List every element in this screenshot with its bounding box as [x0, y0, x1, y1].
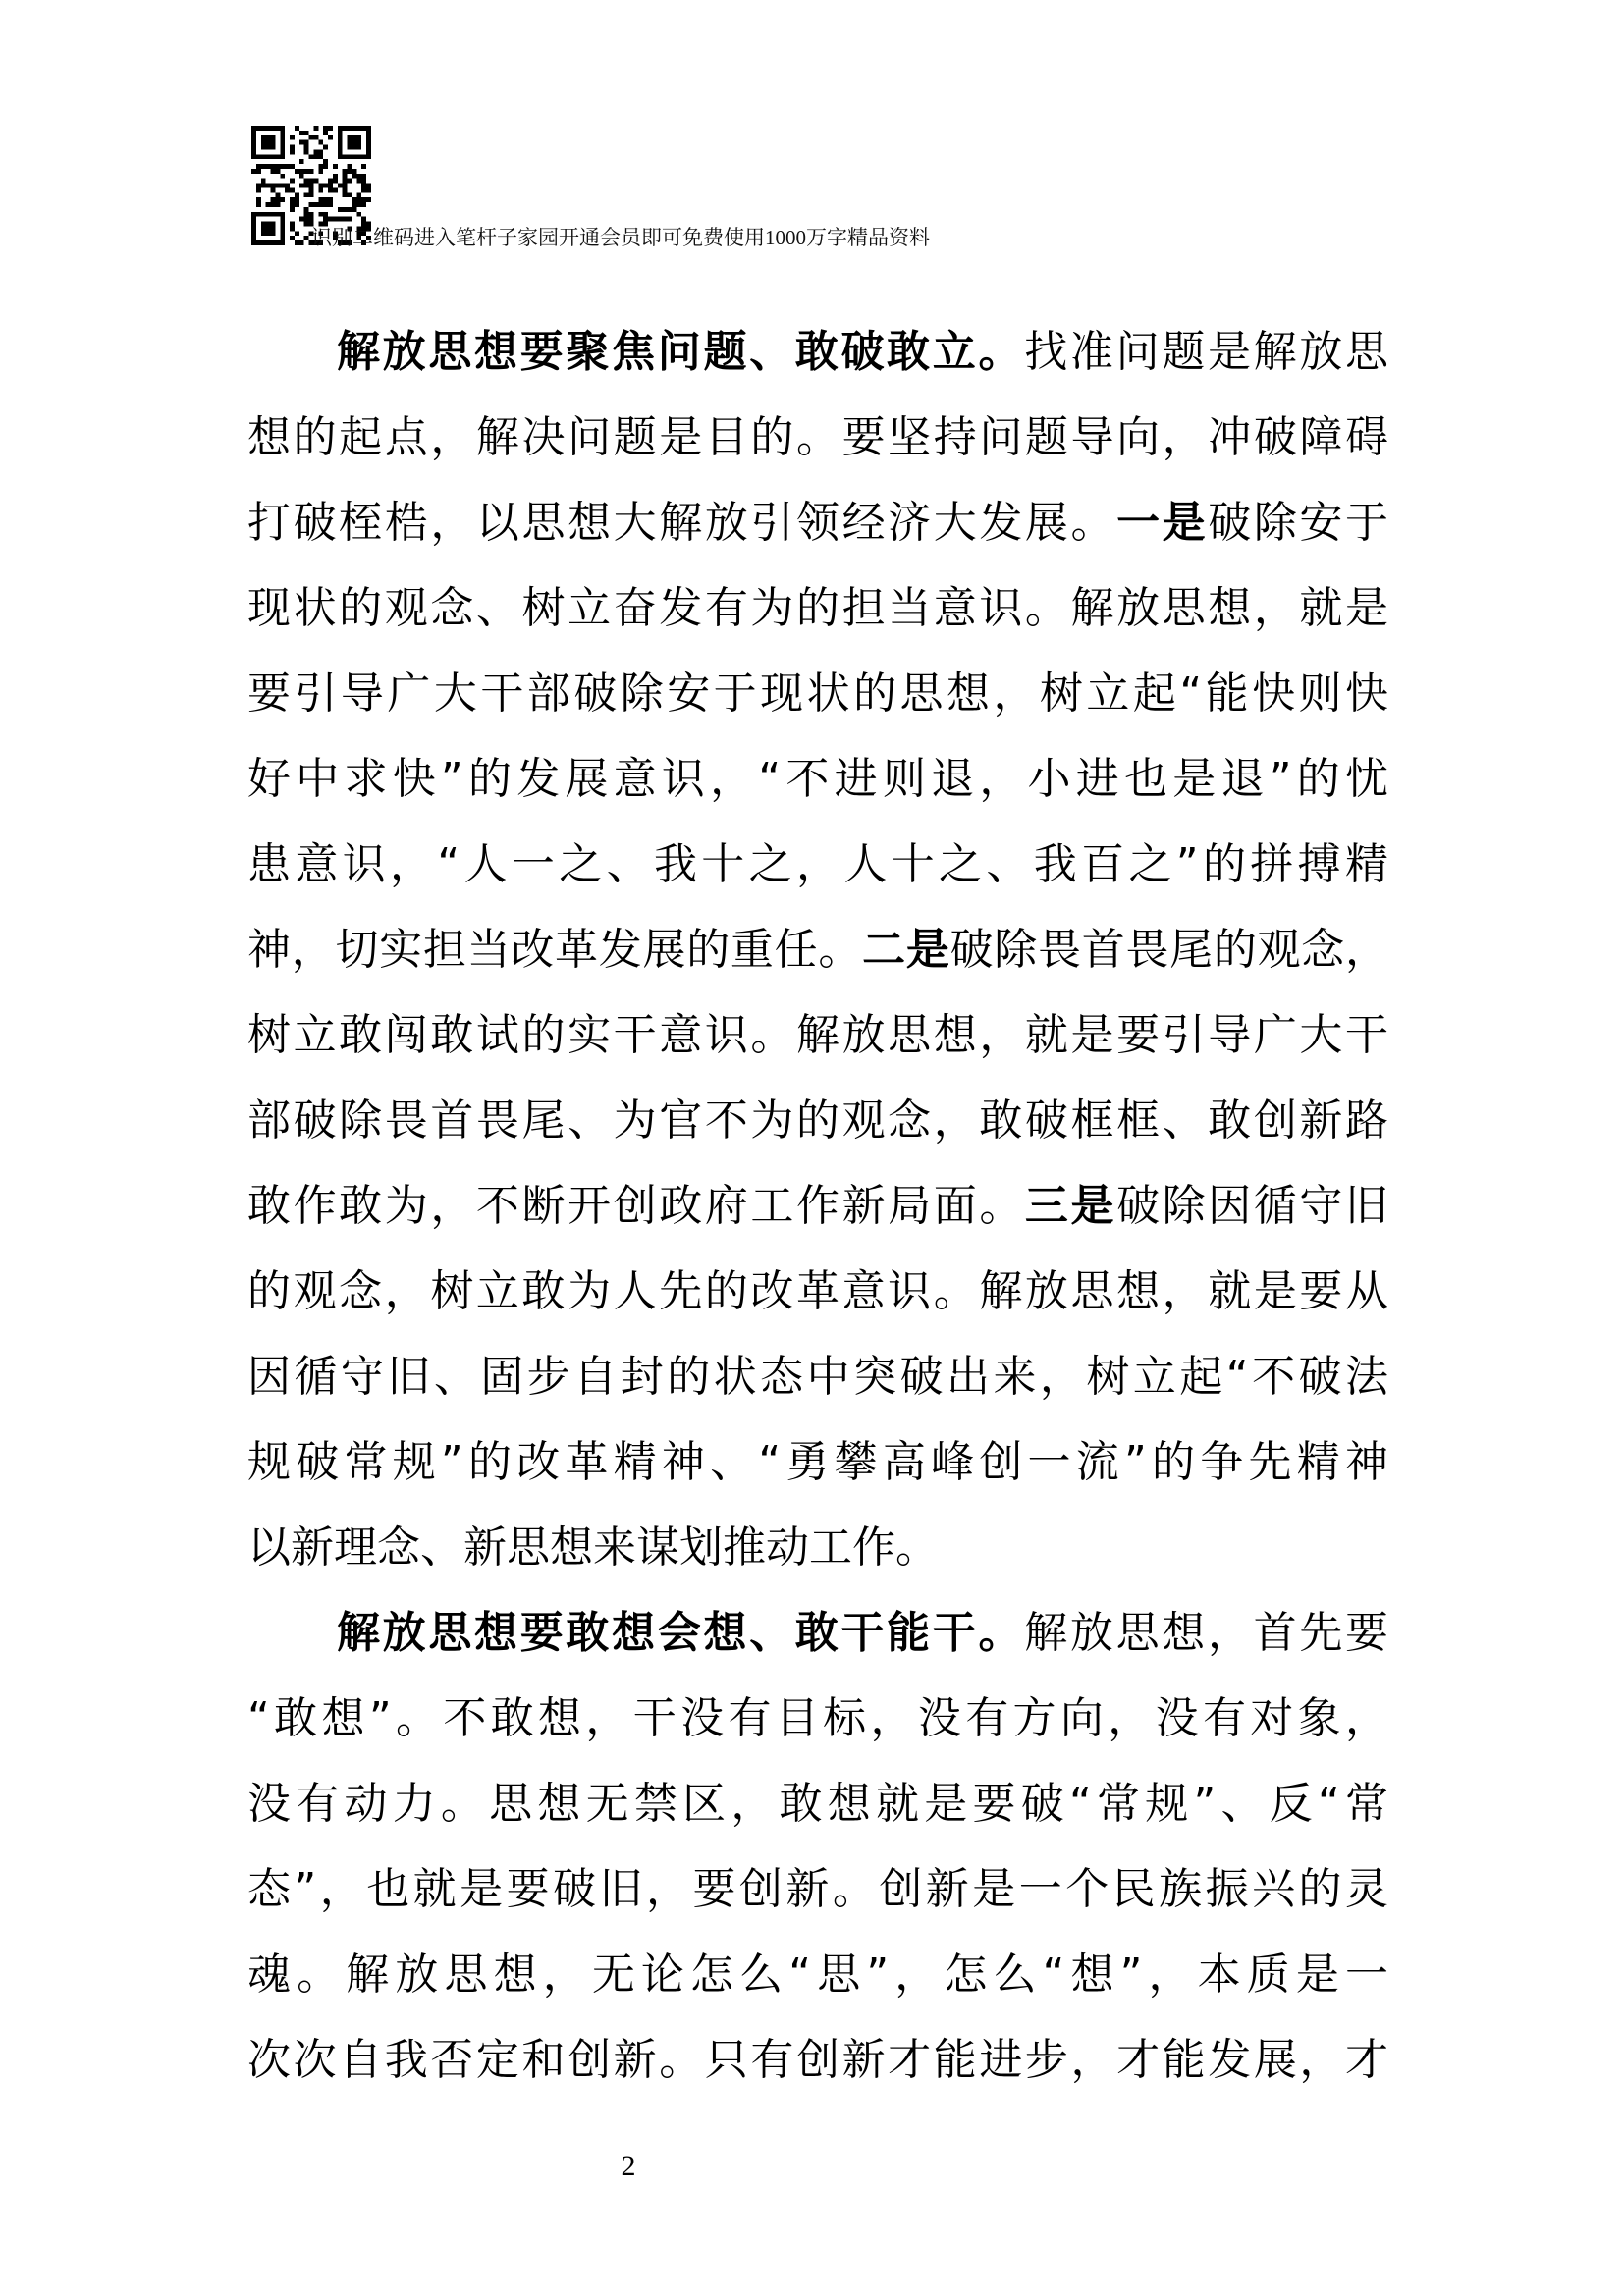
paragraph-line	[247, 1505, 1388, 1590]
paragraph-line	[247, 1932, 1388, 2017]
paragraph-line	[247, 1676, 1388, 1761]
paragraph-line	[247, 992, 1388, 1078]
paragraph-line	[247, 1761, 1388, 1846]
bold-text: 三是	[1024, 1181, 1117, 1231]
text-segment: 因循守旧、固步自封的状态中突破出来，树立起“不破法	[247, 1352, 1388, 1402]
text-segment: 患意识，“人一之、我十之，人十之、我百之”的拼搏精	[247, 839, 1388, 889]
paragraph-line	[247, 309, 1388, 395]
paragraph-line	[247, 565, 1388, 651]
bold-text: 一是	[1116, 498, 1209, 548]
text-segment: 魂。解放思想，无论怎么“思”，怎么“想”，本质是一	[247, 1949, 1388, 2000]
text-segment: 现状的观念、树立奋发有为的担当意识。解放思想，就是	[247, 583, 1388, 633]
qr-caption: 识别二维码进入笔杆子家园开通会员即可免费使用1000万字精品资料	[311, 226, 930, 249]
text-segment: 好中求快”的发展意识，“不进则退，小进也是退”的忧	[247, 754, 1388, 804]
text-segment: 树立敢闯敢试的实干意识。解放思想，就是要引导广大干	[247, 1010, 1388, 1060]
text-segment: 敢作敢为，不断开创政府工作新局面。	[247, 1181, 1025, 1231]
paragraph-line	[247, 1163, 1388, 1249]
text-segment: 以新理念、新思想来谋划推动工作。	[247, 1522, 939, 1573]
paragraph-line	[247, 395, 1388, 480]
bold-text: 解放思想要聚焦问题、敢破敢立。	[337, 327, 1025, 377]
paragraph-line	[247, 651, 1388, 736]
paragraph-line	[247, 1846, 1388, 1932]
paragraph-line	[247, 1078, 1388, 1163]
text-segment: 态”，也就是要破旧，要创新。创新是一个民族振兴的灵	[247, 1864, 1388, 1914]
paragraph-line	[247, 1419, 1388, 1505]
page-number: 2	[621, 2150, 636, 2182]
bold-text: 二是	[862, 925, 950, 975]
text-segment: 要引导广大干部破除安于现状的思想，树立起“能快则快	[247, 668, 1388, 719]
text-segment: 规破常规”的改革精神、“勇攀高峰创一流”的争先精神	[247, 1437, 1388, 1487]
paragraph-line	[247, 1334, 1388, 1419]
text-segment: 打破桎梏，以思想大解放引领经济大发展。	[247, 498, 1117, 548]
text-segment: 破除因循守旧	[1116, 1181, 1389, 1231]
text-segment: 破除畏首畏尾的观念，	[949, 925, 1389, 975]
text-segment: 想的起点，解决问题是目的。要坚持问题导向，冲破障碍	[247, 412, 1388, 462]
paragraph-line	[247, 2017, 1388, 2103]
text-segment: 找准问题是解放思	[1024, 327, 1389, 377]
document-body	[247, 309, 1388, 2103]
text-segment: 次次自我否定和创新。只有创新才能进步，才能发展，才	[247, 2035, 1388, 2085]
paragraph-line	[247, 1590, 1388, 1676]
paragraph-line	[247, 1249, 1388, 1334]
paragraph-line	[247, 822, 1388, 907]
paragraph-line	[247, 480, 1388, 565]
text-segment: 部破除畏首畏尾、为官不为的观念，敢破框框、敢创新路	[247, 1095, 1388, 1146]
paragraph-line	[247, 907, 1388, 992]
text-segment: 破除安于	[1208, 498, 1389, 548]
paragraph-line	[247, 736, 1388, 822]
text-segment: 的观念，树立敢为人先的改革意识。解放思想，就是要从	[247, 1266, 1388, 1316]
text-segment: 没有动力。思想无禁区，敢想就是要破“常规”、反“常	[247, 1779, 1388, 1829]
text-segment: 神，切实担当改革发展的重任。	[247, 925, 863, 975]
bold-text: 解放思想要敢想会想、敢干能干。	[337, 1608, 1025, 1658]
text-segment: 解放思想，首先要	[1024, 1608, 1389, 1658]
text-segment: “敢想”。不敢想，干没有目标，没有方向，没有对象，	[247, 1693, 1388, 1743]
